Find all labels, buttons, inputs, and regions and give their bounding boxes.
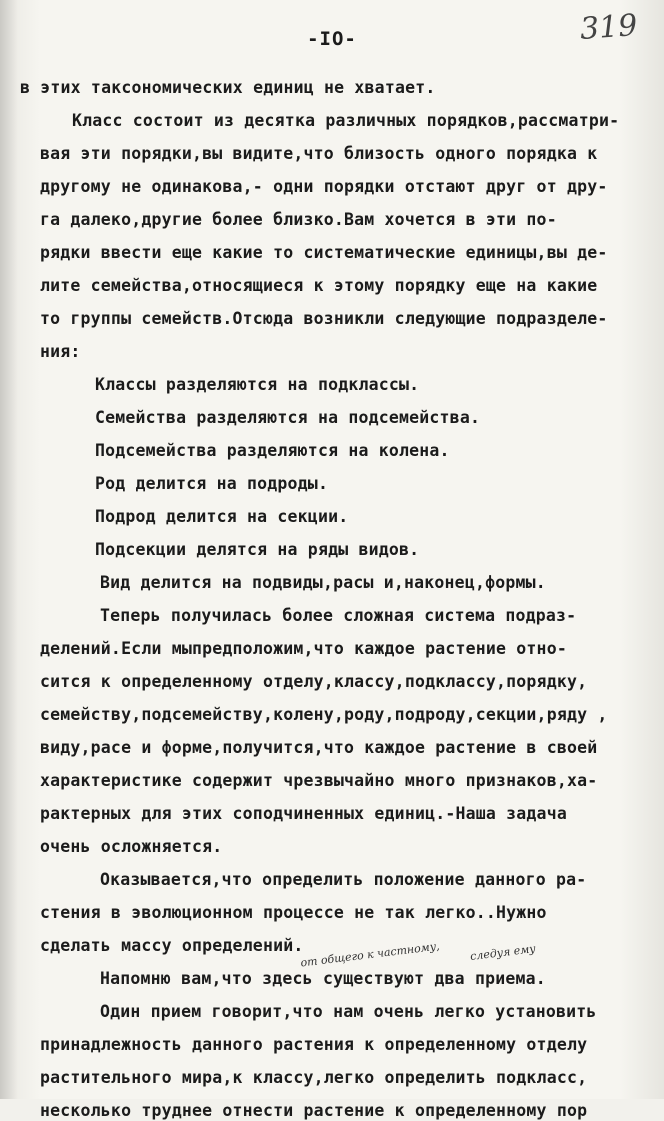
text-line: семейству,подсемейству,колену,роду,подроду,секции,ряду , <box>40 705 608 724</box>
handwritten-insertion-1: от общего к частному, <box>299 939 441 970</box>
list-item: Классы разделяются на подклассы. <box>95 375 420 394</box>
text-line: очень осложняется. <box>40 837 223 856</box>
text-line: рактерных для этих соподчиненных единиц.-Наша задача <box>40 804 567 823</box>
text-line: несколько труднее отнести растение к определенному пор <box>40 1101 588 1120</box>
text-line: сделать массу определений. <box>40 936 304 955</box>
archive-page-number: 319 <box>578 8 639 47</box>
list-item: Подсемейства разделяются на колена. <box>95 441 450 460</box>
text-line: в этих таксономических единиц не хватает. <box>20 78 436 97</box>
page-edge-shadow <box>0 0 18 1099</box>
text-line: другому не одинакова,- одни порядки отстают друг от дру- <box>40 177 608 196</box>
list-item: Род делится на подроды. <box>95 474 329 493</box>
text-line: Оказывается,что определить положение данного ра- <box>100 870 587 889</box>
text-line: характеристике содержит чрезвычайно много признаков,ха- <box>40 771 598 790</box>
text-line: Теперь получилась более сложная система подраз- <box>100 606 577 625</box>
text-line: Класс состоит из десятка различных порядков,рассматри- <box>72 111 620 130</box>
list-item: Подрод делится на секции. <box>95 507 349 526</box>
list-item: Вид делится на подвиды,расы и,наконец,формы. <box>100 573 546 592</box>
list-item: Подсекции делятся на ряды видов. <box>95 540 420 559</box>
text-line: га далеко,другие более близко.Вам хочется в эти по- <box>40 210 557 229</box>
text-line: принадлежность данного растения к определенному отделу <box>40 1035 588 1054</box>
text-line: лите семейства,относящиеся к этому порядку еще на какие <box>40 276 598 295</box>
text-line: делений.Если мыпредположим,что каждое растение отно- <box>40 639 567 658</box>
text-line: виду,расе и форме,получится,что каждое растение в своей <box>40 738 598 757</box>
text-line: то группы семейств.Отсюда возникли следующие подразделе- <box>40 309 608 328</box>
text-line: растительного мира,к классу,легко определить подкласс, <box>40 1068 588 1087</box>
page-number: -IO- <box>307 28 357 50</box>
text-line: вая эти порядки,вы видите,что близость одного порядка к <box>40 144 598 163</box>
list-item: Семейства разделяются на подсемейства. <box>95 408 481 427</box>
text-line: стения в эволюционном процессе не так легко..Нужно <box>40 903 547 922</box>
text-line: рядки ввести еще какие то систематические единицы,вы де- <box>40 243 608 262</box>
text-line: сится к определенному отделу,классу,подклассу,порядку, <box>40 672 588 691</box>
text-line: Напомню вам,что здесь существуют два приема. <box>100 969 546 988</box>
text-line-with-strikethrough: Один прием говорит,что нам очень легко установить <box>100 1002 597 1021</box>
handwritten-insertion-2: следуя ему <box>469 942 537 963</box>
text-line: ния: <box>40 342 81 361</box>
